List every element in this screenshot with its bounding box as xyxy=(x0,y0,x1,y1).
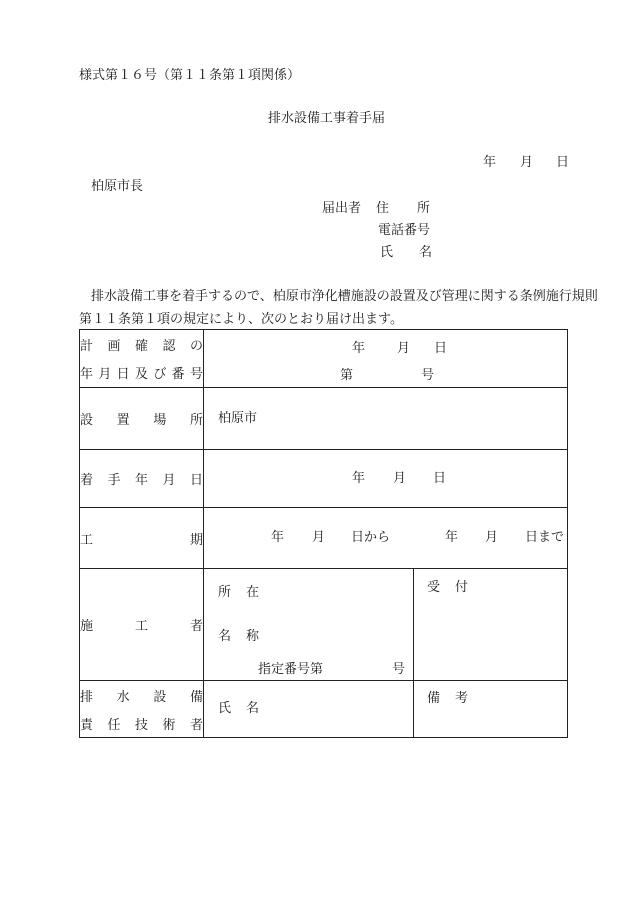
contractor-label: 施 工 者 xyxy=(80,569,204,681)
form-number: 様式第１６号（第１１条第１項関係） xyxy=(79,68,301,83)
applicant-label: 届出者 xyxy=(322,201,362,216)
plan-number-prefix: 第 xyxy=(340,368,354,383)
responsible-engineer-label: 排 水 設 備 責 任 技 術 者 xyxy=(80,681,204,738)
date-year-label: 年 xyxy=(483,155,497,170)
plan-month-label: 月 xyxy=(397,341,411,356)
start-day-label: 日 xyxy=(433,471,447,486)
start-month-label: 月 xyxy=(393,471,407,486)
plan-day-label: 日 xyxy=(434,341,448,356)
construction-period-row xyxy=(80,508,568,569)
installation-location-text: 柏原市 xyxy=(218,411,258,426)
date-day-label: 日 xyxy=(556,155,570,170)
contractor-location-label: 所 在 xyxy=(218,585,260,600)
body-text-line2: 第１１条第１項の規定により、次のとおり届け出ます。 xyxy=(79,312,403,327)
name-label: 氏 名 xyxy=(380,245,432,260)
remarks-label: 備 考 xyxy=(427,691,469,706)
engineer-name-label: 氏 名 xyxy=(218,701,260,716)
contractor-name-label: 名 称 xyxy=(218,629,260,644)
contractor-row xyxy=(80,569,568,681)
phone-label: 電話番号 xyxy=(378,223,431,238)
installation-location-label: 設 置 場 所 xyxy=(80,388,204,450)
construction-period-value[interactable] xyxy=(204,508,568,569)
plan-number-suffix: 号 xyxy=(421,368,435,383)
designation-number-prefix: 指定番号第 xyxy=(258,662,324,677)
plan-confirmation-label: 計 画 確 認 の 年 月 日 及 び 番 号 xyxy=(80,330,204,388)
period-end-month: 月 xyxy=(485,530,499,545)
period-start-day: 日から xyxy=(351,530,391,545)
installation-location-row xyxy=(80,388,568,450)
receipt-label: 受 付 xyxy=(427,580,469,595)
receipt-cell[interactable] xyxy=(414,569,568,681)
application-form-table xyxy=(79,329,568,738)
construction-period-label: 工 期 xyxy=(80,508,204,569)
period-end-year: 年 xyxy=(445,530,459,545)
plan-confirmation-value[interactable] xyxy=(204,330,568,388)
engineer-name-cell[interactable] xyxy=(204,681,414,738)
contractor-details[interactable] xyxy=(204,569,414,681)
plan-confirmation-row xyxy=(80,330,568,388)
start-year-label: 年 xyxy=(352,471,366,486)
installation-location-value[interactable] xyxy=(204,388,568,450)
period-end-day: 日まで xyxy=(525,530,565,545)
responsible-engineer-row xyxy=(80,681,568,738)
start-date-row xyxy=(80,450,568,508)
remarks-cell[interactable] xyxy=(414,681,568,738)
addressee: 柏原市長 xyxy=(91,179,144,194)
period-start-year: 年 xyxy=(271,530,285,545)
date-month-label: 月 xyxy=(520,155,534,170)
start-date-value[interactable] xyxy=(204,450,568,508)
document-title: 排水設備工事着手届 xyxy=(268,111,386,126)
designation-number-suffix: 号 xyxy=(392,662,406,677)
plan-year-label: 年 xyxy=(352,341,366,356)
period-start-month: 月 xyxy=(312,530,326,545)
start-date-label: 着 手 年 月 日 xyxy=(80,450,204,508)
address-label: 住 所 xyxy=(376,201,430,216)
body-text-line1: 排水設備工事を着手するので、柏原市浄化槽施設の設置及び管理に関する条例施行規則 xyxy=(91,289,598,304)
